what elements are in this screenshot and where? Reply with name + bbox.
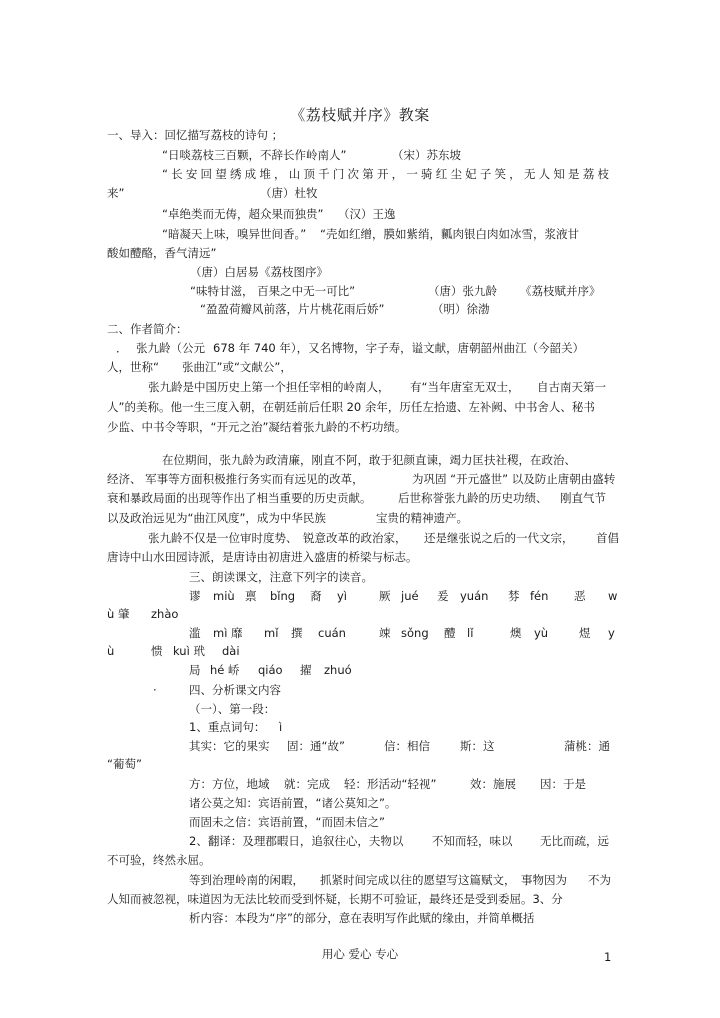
pinyin-item: zhuó [324, 663, 352, 677]
text-line: （唐）张九龄 [428, 284, 497, 298]
gloss-item: “葡萄” [107, 757, 142, 771]
text-line: 张九龄是中国历史上第一个担任宰相的岭南人， [148, 380, 390, 394]
page-footer: 用心 爱心 专心 [321, 947, 399, 961]
text-line: “长安回望绣成堆，山顶千门次第开，一骑红尘妃子笑，无人知是荔枝 [162, 167, 613, 181]
pinyin-item: ù 肇 [107, 607, 130, 621]
gloss-item: 因：于是 [540, 777, 586, 791]
text-line: 人”的美称。他一生三度入朝，在朝廷前后任职 20 余年，历任左拾遗、左补阙、中书舍人、秘书 [107, 400, 595, 414]
text-line: 在位期间，张九龄为政清廉，刚直不阿，敢于犯颜直谏，竭力匡扶社稷，在政治、 [162, 453, 576, 467]
document-title: 《荔枝赋并序》教案 [290, 106, 430, 124]
text-line: 衰和暴政局面的出现等作出了相当重要的历史贡献。 [107, 491, 372, 505]
section-heading: 三、朗读课文，注意下列字的读音。 [189, 570, 373, 584]
text-line: 自古南天第一 [537, 380, 606, 394]
text-line: 唐诗中山水田园诗派，是唐诗由初唐进入盛唐的桥梁与标志。 [107, 550, 418, 564]
text-line: 1、重点词句： [189, 720, 266, 734]
pinyin-item: cuán [318, 626, 346, 640]
pinyin-item: kuì 玳 [173, 644, 205, 658]
text-line: （宋）苏东坡 [392, 148, 461, 162]
pinyin-item: w [608, 589, 618, 603]
pinyin-item: zhào [151, 607, 179, 621]
text-line: 以及政治远见为“曲江风度”，成为中华民族 [107, 511, 326, 525]
text-line: 人，世称“ [107, 360, 159, 374]
gloss-item: 效：施展 [470, 777, 516, 791]
pinyin-item: qiáo [258, 663, 283, 677]
text-line: 张九龄（公元 [136, 341, 205, 355]
text-line: 酸如醴酪，香气清远” [107, 246, 217, 260]
pinyin-item: mǐ [264, 626, 279, 640]
text-line: “暗凝天上味，嗅异世间香。” [162, 227, 307, 241]
text-line: 人知而被忽视，味道因为无法比较而受到怀疑，长期不可验证，最终还是受到委屈。3、分 [107, 892, 563, 906]
text-line: 宝贵的精神遗产。 [376, 511, 468, 525]
text-line: “味特甘滋， 百果之中无一可比” [190, 284, 356, 298]
text-line: “卓绝类而无俦，超众果而独贵” [162, 207, 324, 221]
text-line: 刚直气节 [560, 491, 606, 505]
gloss-item: 斯：这 [460, 739, 495, 753]
text-line: 678 年 740 年），又名博物，字子寿，谥文献，唐朝韶州曲江（今韶关） [213, 341, 585, 355]
text-line: 张九龄不仅是一位审时度势、 [148, 531, 298, 545]
text-line: （唐）白居易《荔枝图序》 [190, 265, 328, 279]
text-line: 后世称誉张九龄的历史功绩、 [398, 491, 548, 505]
bullet-dot: · [153, 683, 157, 697]
text-line: 《荔枝赋并序》 [520, 284, 601, 298]
pinyin-item: 燠 [510, 626, 522, 640]
text-line: 有“当年唐室无双士， [410, 380, 520, 394]
pinyin-item: lǐ [467, 626, 474, 640]
pinyin-item: fén [530, 589, 549, 603]
pinyin-item: mì 靡 [213, 626, 243, 640]
gloss-item: 信：相信 [384, 739, 430, 753]
text-line: 诸公莫之知：宾语前置，“诸公莫知之”。 [189, 796, 397, 810]
pinyin-item: 棼 [508, 589, 520, 603]
pinyin-item: 撰 [291, 626, 303, 640]
text-line: 不可验，终然永屈。 [107, 853, 211, 867]
gloss-item: 就：完成 [284, 777, 330, 791]
text-line: “盈盈荷瓣风前落，片片桃花雨后娇” [200, 302, 385, 316]
text-line: 2、翻译：及理郡暇日，追叙往心，夫物以 [189, 834, 404, 848]
pinyin-item: 禀 [245, 589, 257, 603]
pinyin-item: 爰 [437, 589, 449, 603]
text-line: 等到治理岭南的闲暇， [189, 873, 304, 887]
pinyin-item: dài [222, 644, 240, 658]
text-line: 锐意改革的政治家， [303, 531, 407, 545]
pinyin-item: yì [337, 589, 348, 603]
section-heading: 四、分析课文内容 [189, 683, 281, 697]
text-line: 不知而轻，味以 [432, 834, 513, 848]
pinyin-item: jué [401, 589, 419, 603]
pinyin-item: 裔 [310, 589, 322, 603]
subsection-heading: （一）、第一段： [189, 702, 276, 716]
text-line: 不为 [588, 873, 611, 887]
text-line: “日啖荔枝三百颗，不辞长作岭南人” [162, 148, 347, 162]
pinyin-item: ù [107, 644, 115, 658]
pinyin-item: 局 [189, 663, 201, 677]
gloss-item: 蒲桃：通 [564, 739, 610, 753]
section-heading: 二、作者简介： [107, 322, 188, 336]
text-line: （明）徐渤 [432, 302, 490, 316]
pinyin-item: 愦 [151, 644, 163, 658]
text-line: 而固未之信：宾语前置，“而固未信之” [189, 815, 385, 829]
text-line: 张曲江”或“文献公”， [182, 360, 292, 374]
section-heading: 一、导入：回忆描写荔枝的诗句 ； [107, 128, 284, 142]
text-line: ． [116, 341, 128, 355]
pinyin-item: miù [213, 589, 235, 603]
pinyin-item: 煜 [579, 626, 591, 640]
text-line: 首倡 [596, 531, 619, 545]
pinyin-item: 谬 [189, 589, 201, 603]
pinyin-item: 擢 [300, 663, 312, 677]
pinyin-item: 滥 [189, 626, 201, 640]
gloss-item: 固：通“故” [287, 739, 345, 753]
text-line: 少监、中书令等职，“开元之治”凝结着张九龄的不朽功绩。 [107, 420, 407, 434]
text-line: 无比而疏，远 [540, 834, 609, 848]
pinyin-item: 竦 [379, 626, 391, 640]
gloss-item: 其实：它的果实 [189, 739, 270, 753]
pinyin-item: yù [534, 626, 549, 640]
gloss-item: 轻：形活动“轻视” [344, 777, 437, 791]
text-line: （唐）杜牧 [260, 186, 318, 200]
text-line: 为巩固 “开元盛世” 以及防止唐朝由盛转 [412, 472, 616, 486]
pinyin-item: 厥 [379, 589, 391, 603]
text-line: 来” [107, 186, 125, 200]
text-line: 抓紧时间完成以往的愿望写这篇赋文， [320, 873, 516, 887]
text-line: 事物因为 [521, 873, 567, 887]
gloss-item: 方：方位，地域 [189, 777, 270, 791]
pinyin-item: sǒng [401, 626, 429, 640]
pinyin-item: 恶 [574, 589, 586, 603]
text-line: ì [279, 720, 283, 734]
page-number: 1 [604, 950, 612, 964]
pinyin-item: bǐng [270, 589, 296, 603]
text-line: （汉）王逸 [338, 207, 396, 221]
text-line: 经济、 军事等方面积极推行务实而有远见的改革， [107, 472, 364, 486]
pinyin-item: yuán [460, 589, 489, 603]
text-line: “壳如红缯，膜如紫绡，瓤肉银白肉如冰雪，浆液甘 [320, 227, 579, 241]
pinyin-item: 醴 [444, 626, 456, 640]
pinyin-item: hé 峤 [210, 663, 240, 677]
text-line: 析内容：本段为“序”的部分，意在表明写作此赋的缘由，并简单概括 [189, 911, 535, 925]
text-line: 还是继张说之后的一代文宗， [424, 531, 574, 545]
pinyin-item: y [608, 626, 615, 640]
